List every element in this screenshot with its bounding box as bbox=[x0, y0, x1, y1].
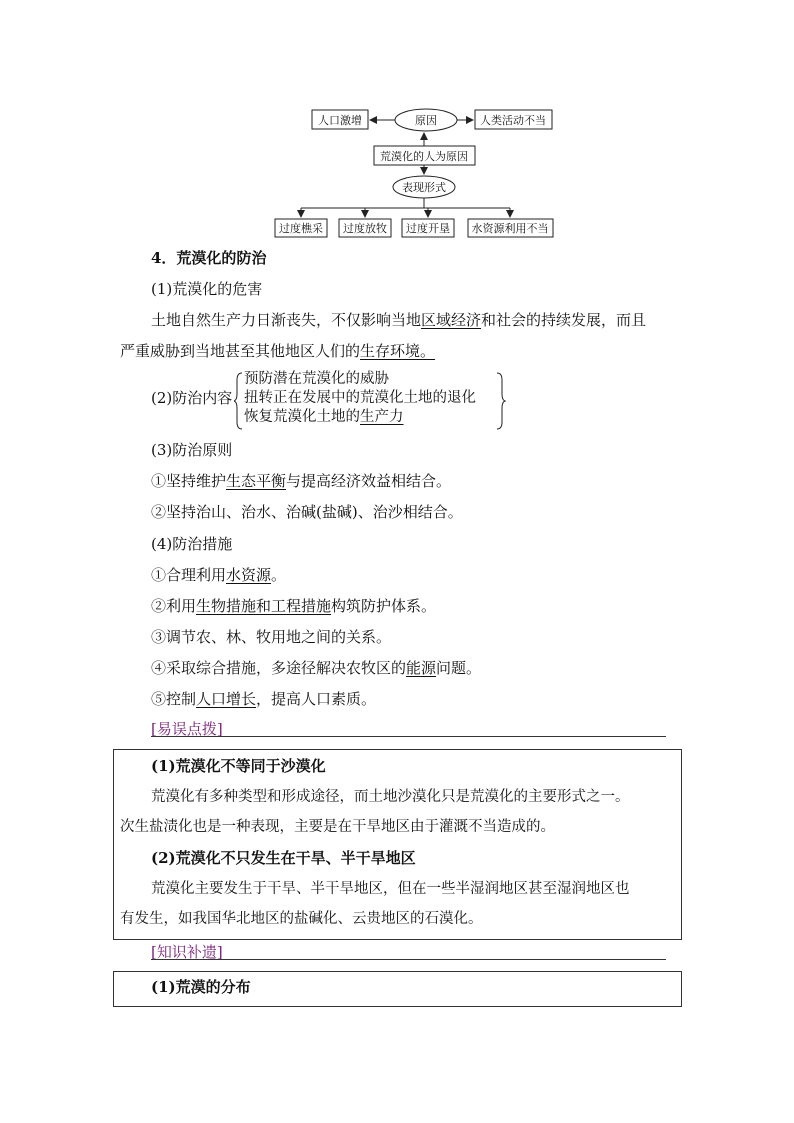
principle-2: ②坚持治山、治水、治碱(盐碱)、治沙相结合。 bbox=[151, 503, 463, 521]
label-improper-activity: 人类活动不当 bbox=[480, 114, 546, 127]
principles-title: (3)防治原则 bbox=[151, 441, 233, 459]
cause-diagram bbox=[0, 0, 794, 250]
left-brace bbox=[234, 372, 244, 430]
measures-title: (4)防治措施 bbox=[151, 535, 233, 553]
tip-2-heading: (2)荒漠化不只发生在干旱、半干旱地区 bbox=[151, 849, 416, 867]
right-brace bbox=[496, 372, 506, 430]
principle-1: ①坚持维护生态平衡与提高经济效益相结合。 bbox=[151, 472, 452, 490]
supplement-label: [知识补遗] bbox=[151, 943, 223, 961]
tip-1-line-1: 荒漠化有多种类型和形成途径，而土地沙漠化只是荒漠化的主要形式之一。 bbox=[151, 789, 630, 805]
tips-label: [易误点拨] bbox=[151, 720, 223, 738]
label-form-1: 过度樵采 bbox=[279, 222, 323, 235]
harm-line-1: 土地自然生产力日渐丧失，不仅影响当地区域经济和社会的持续发展，而且 bbox=[151, 311, 647, 329]
measure-1: ①合理利用水资源。 bbox=[151, 566, 287, 584]
label-form-3: 过度开垦 bbox=[406, 222, 450, 235]
measure-4: ④采取综合措施，多途径解决农牧区的能源问题。 bbox=[151, 659, 482, 677]
tip-1-line-2: 次生盐渍化也是一种表现，主要是在干旱地区由于灌溉不当造成的。 bbox=[120, 819, 555, 835]
label-forms: 表现形式 bbox=[402, 181, 446, 194]
tip-2-line-1: 荒漠化主要发生于干旱、半干旱地区，但在一些半湿润地区甚至湿润地区也 bbox=[151, 881, 630, 897]
tip-1-heading: (1)荒漠化不等同于沙漠化 bbox=[151, 757, 326, 775]
measure-5: ⑤控制人口增长，提高人口素质。 bbox=[151, 690, 377, 708]
harm-line-2: 严重威胁到当地甚至其他地区人们的生存环境。 bbox=[120, 342, 436, 360]
label-cause: 原因 bbox=[415, 114, 437, 127]
label-human-causes: 荒漠化的人为原因 bbox=[380, 150, 468, 163]
tip-2-line-2: 有发生，如我国华北地区的盐碱化、云贵地区的石漠化。 bbox=[120, 911, 483, 927]
measure-3: ③调节农、林、牧用地之间的关系。 bbox=[151, 628, 392, 646]
content-item-1: 预防潜在荒漠化的威胁 bbox=[244, 371, 389, 387]
label-population-surge: 人口激增 bbox=[318, 114, 362, 127]
content-item-2: 扭转正在发展中的荒漠化土地的退化 bbox=[244, 390, 476, 406]
section-heading: 4．荒漠化的防治 bbox=[151, 249, 267, 267]
label-form-2: 过度放牧 bbox=[343, 222, 387, 235]
label-form-4: 水资源利用不当 bbox=[471, 222, 549, 235]
content-item-3: 恢复荒漠化土地的生产力 bbox=[244, 409, 404, 425]
supplement-heading: (1)荒漠的分布 bbox=[151, 978, 251, 996]
measure-2: ②利用生物措施和工程措施构筑防护体系。 bbox=[151, 597, 437, 615]
supplement-rule bbox=[151, 959, 666, 960]
subsection-harm-title: (1)荒漠化的危害 bbox=[151, 280, 263, 298]
content-label: (2)防治内容 bbox=[151, 389, 233, 407]
tips-rule bbox=[151, 736, 666, 737]
